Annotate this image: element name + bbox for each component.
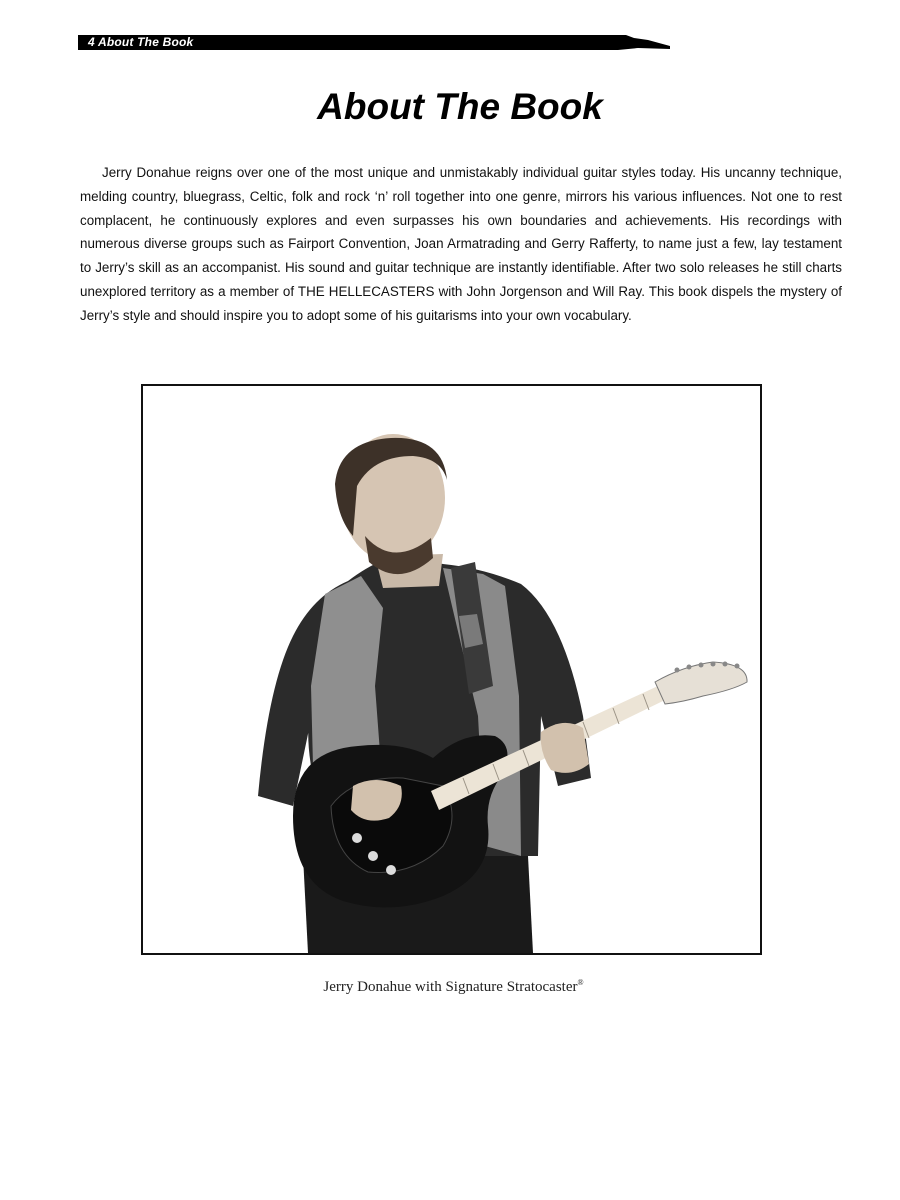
caption-text: Jerry Donahue with Signature Stratocaster bbox=[323, 979, 578, 995]
intro-paragraph: Jerry Donahue reigns over one of the most unique and unmistakably individual guitar styles today. His uncanny technique, melding country, bluegrass, Celtic, folk and rock ‘n’ roll together into one genre, mirrors his various influences. Not one to rest complacent, he continuously explores and even surpasses his own boundaries and achievements. His recordings with numerous diverse groups such as Fairport Convention, Joan Armatrading and Gerry Rafferty, to name just a few, lay testament to Jerry’s skill as an accompanist. His sound and guitar technique are instantly identifiable. After two solo releases he still charts unexplored territory as a member of THE HELLECASTERS with John Jorgenson and Will Ray. This book dispels the mystery of Jerry’s style and should inspire you to adopt some of his guitarisms into your own vocabulary. bbox=[80, 165, 842, 323]
header-label: 4 About The Book bbox=[88, 35, 194, 49]
guitarist-photo bbox=[143, 386, 760, 953]
running-header bbox=[78, 35, 670, 50]
registered-mark: ® bbox=[577, 978, 584, 987]
page-title: About The Book bbox=[317, 86, 603, 127]
photo-frame bbox=[141, 384, 762, 955]
photo-caption bbox=[0, 978, 900, 996]
